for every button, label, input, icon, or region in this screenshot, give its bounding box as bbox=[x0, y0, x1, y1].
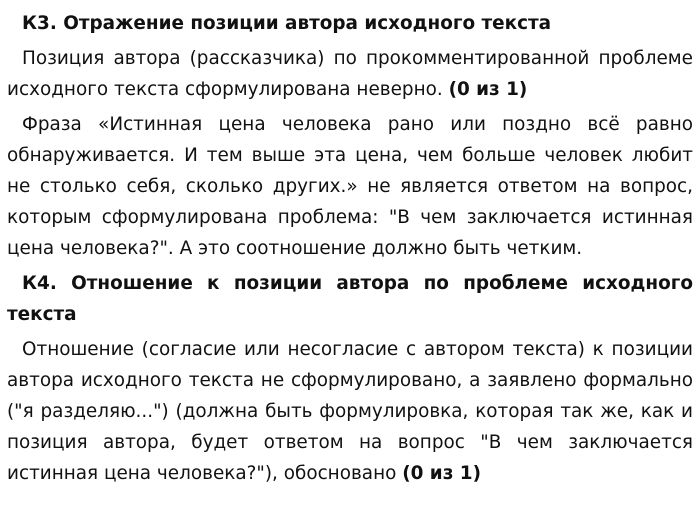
k3-heading: К3. Отражение позиции автора исходного текста bbox=[22, 13, 552, 34]
k4-paragraph bbox=[7, 334, 693, 489]
k4-score: (0 из 1) bbox=[402, 463, 481, 484]
k3-paragraph-1 bbox=[7, 43, 693, 105]
k4-heading: К4. Отношение к позиции автора по проблеме исходного текста bbox=[7, 273, 693, 325]
k4-paragraph-text: Отношение (согласие или несогласие с автором текста) к позиции автора исходного текста не сформулировано, а заявлено формально ("я разделяю...") (должна быть формулировка, которая так же, как и позиция автора, будет ответом на вопрос "В чем заключается истинная цена человека?"), обосновано bbox=[7, 339, 693, 484]
k3-score: (0 из 1) bbox=[448, 79, 528, 100]
k3-paragraph-2: Фраза «Истинная цена человека рано или поздно всё равно обнаруживается. И тем выше эта цена, чем больше человек любит не столько себя, сколько других.» не является ответом на вопрос, которым сформулирована проблема: "В чем заключается истинная цена человека?". А это соотношение должно быть четким. bbox=[7, 114, 693, 259]
k3-paragraph-1-text: Позиция автора (рассказчика) по прокомментированной проблеме исходного текста сформулирована неверно. bbox=[7, 48, 693, 100]
